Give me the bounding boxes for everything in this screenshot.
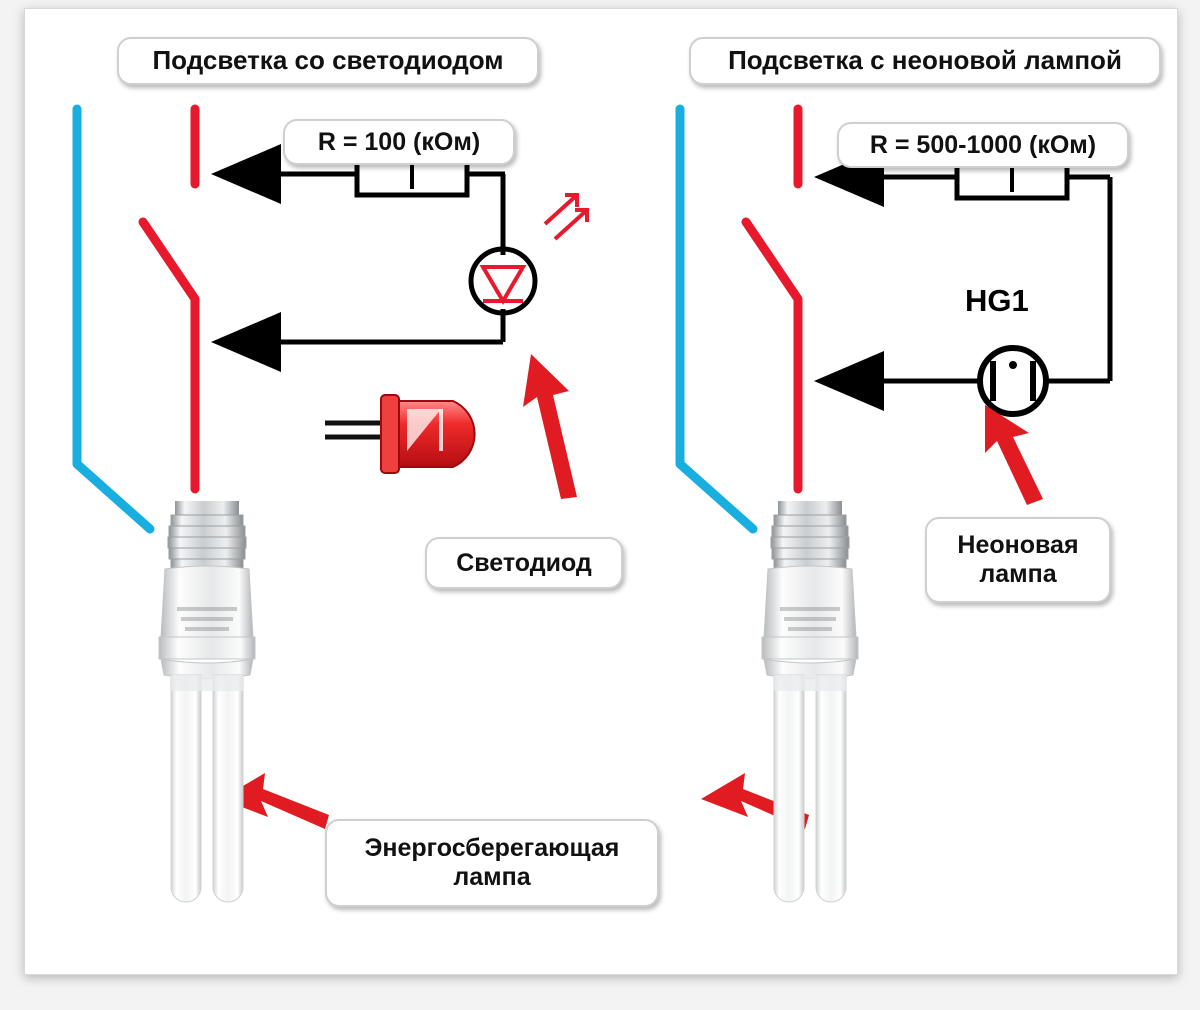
led-diode-symbol <box>471 195 587 339</box>
neutral-wire-right <box>680 109 753 529</box>
phase-wire-left <box>143 109 195 489</box>
pointer-arrow-led <box>523 354 577 499</box>
resistor-value-left: R = 100 (кОм) <box>283 119 515 165</box>
component-label-hg1: HG1 <box>965 283 1029 318</box>
cfl-lamp-photo-left <box>159 501 255 902</box>
callout-energy-saving-lamp <box>325 819 659 907</box>
neutral-wire-left <box>77 109 150 529</box>
callout-neon-lamp-line1: Неоновая <box>957 531 1079 560</box>
led-photo <box>325 395 475 473</box>
diagram-canvas <box>24 8 1178 975</box>
callout-cfl-line2: лампа <box>453 863 531 891</box>
cfl-lamp-photo-right <box>762 501 858 902</box>
callout-led: Светодиод <box>425 537 623 589</box>
callout-cfl-line1: Энергосберегающая <box>364 834 620 863</box>
neon-lamp-symbol <box>980 348 1046 414</box>
resistor-value-right: R = 500-1000 (кОм) <box>837 122 1129 168</box>
circuit-left-top <box>221 157 505 249</box>
circuit-left-bottom <box>221 339 503 342</box>
title-right: Подсветка с неоновой лампой <box>689 37 1161 85</box>
circuit-right-top <box>824 160 1110 381</box>
pointer-arrow-neon <box>985 405 1043 505</box>
phase-wire-right <box>746 109 798 489</box>
callout-neon-lamp <box>925 517 1111 603</box>
title-left: Подсветка со светодиодом <box>117 37 539 85</box>
callout-neon-lamp-line2: лампа <box>979 560 1057 588</box>
